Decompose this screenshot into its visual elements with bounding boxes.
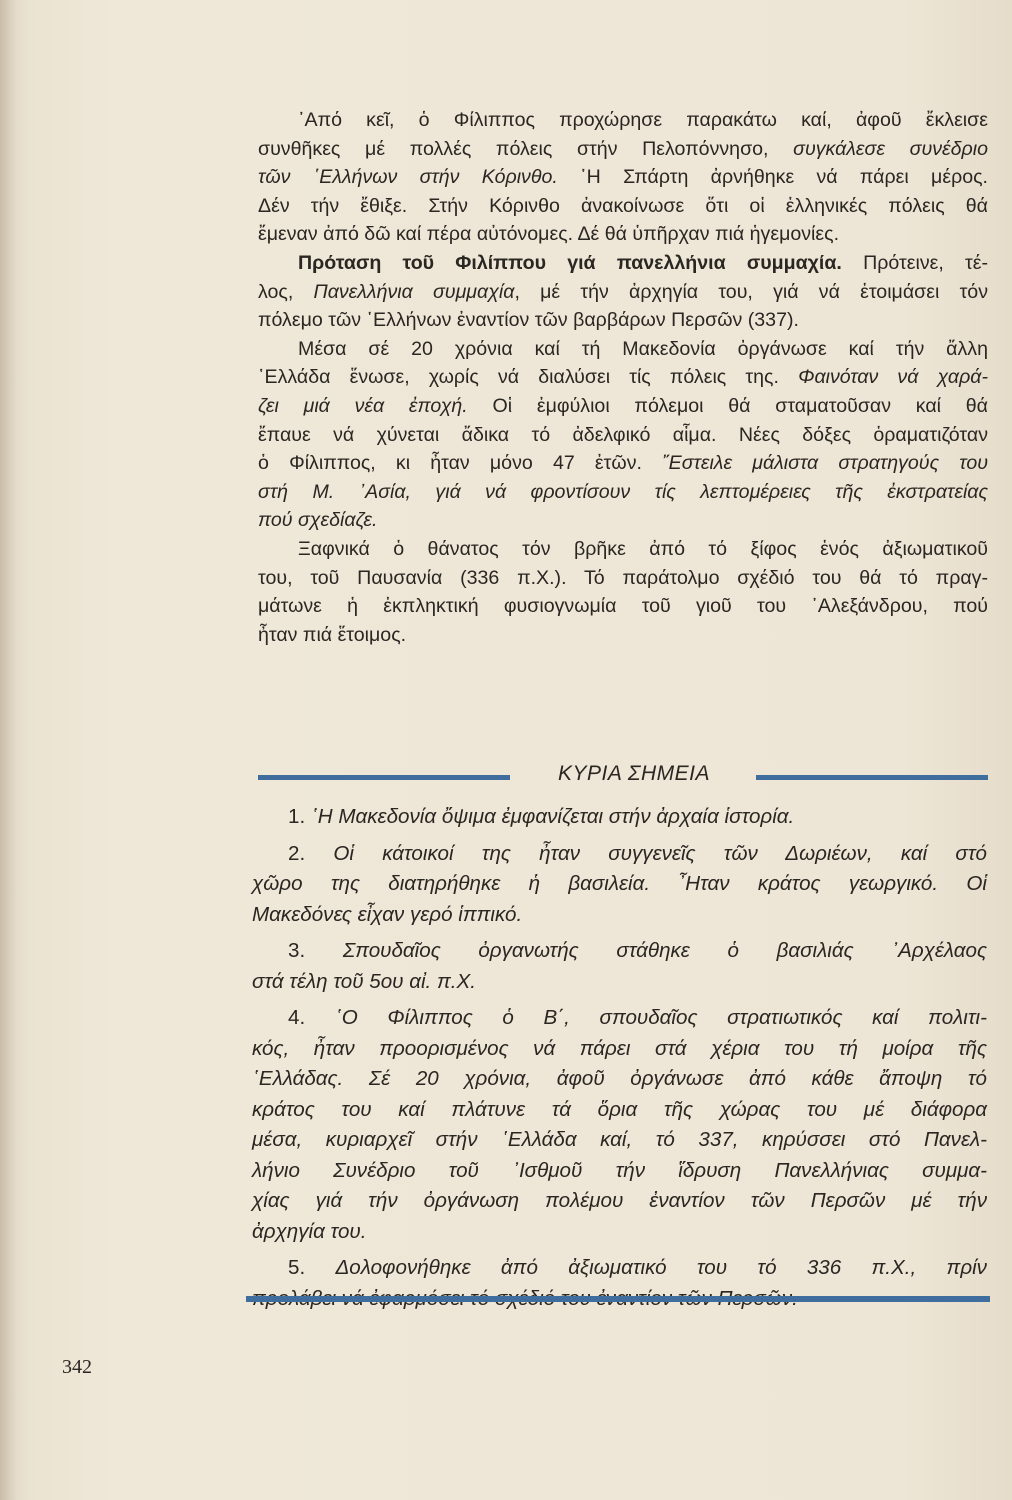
text-run: τῶν ῾Ελλήνων στήν Κόρινθο. [258,166,558,189]
text-line [258,592,988,621]
key-point-line [252,1217,987,1248]
section-rule-left [258,775,510,780]
text-run: συνθῆκες μέ πολλές πόλεις στήν Πελοπόννησο, [258,137,794,160]
text-line [258,621,988,650]
key-point-line [252,936,987,967]
text-run: συγκάλεσε συνέδριο [793,137,988,160]
text-run: Οἱ ἐμφύλιοι πόλεμοι θά σταματοῦσαν καί θά [467,394,989,417]
text-run: μάτωνε ἡ ἐκπληκτική φυσιογνωμία τοῦ γιοῦ του ᾿Αλεξάνδρου, πού [258,595,988,618]
key-point-number: 5. [288,1256,336,1279]
key-point-line [252,900,987,931]
key-point-line [252,1003,987,1034]
key-point-number: 4. [288,1006,335,1029]
key-point-text: ῾Ελλάδας. Σέ 20 χρόνια, ἀφοῦ ὀργάνωσε ἀπό κάθε ἄποψη τό [252,1067,987,1090]
text-line [258,220,988,249]
key-point-line [252,802,987,833]
text-run: στή Μ. ᾿Ασία, γιά νά φροντίσουν τίς λεπτομέρειες τῆς ἐκστρατείας [258,480,988,503]
text-line [258,449,988,478]
key-point-text: στά τέλη τοῦ 5ου αἰ. π.Χ. [252,969,476,993]
text-line [258,249,988,278]
section-header [258,762,988,792]
text-run: Πρόταση τοῦ Φιλίππου γιά πανελλήνια συμμαχία. [298,251,842,274]
text-line [258,564,988,593]
key-point-number: 1. [288,805,311,828]
key-point-text: Δολοφονήθηκε ἀπό ἀξιωματικό του τό 336 π.Χ., πρίν [335,1256,987,1279]
section-rule-right [756,775,988,780]
key-point [252,936,987,997]
key-point-line [252,839,987,870]
text-run: πού σχεδίαζε. [258,509,378,532]
key-point-number: 2. [288,841,334,865]
main-text [258,106,988,649]
key-point-line [252,1253,987,1284]
paragraph [258,249,988,335]
key-point-number: 3. [288,939,343,962]
text-line [258,306,988,335]
text-run: ὁ Φίλιππος, κι ἦταν μόνο 47 ἐτῶν. [258,452,663,475]
key-point-line [252,1034,987,1065]
text-run: ᾿Από κεῖ, ὁ Φίλιππος προχώρησε παρακάτω καί, ἀφοῦ ἔκλεισε [298,109,988,131]
key-point [252,802,987,833]
key-point-text: ῾Η Μακεδονία ὄψιμα ἐμφανίζεται στήν ἀρχαία ἱστορία. [310,805,795,828]
text-line [258,392,988,421]
key-point-text: χῶρο της διατηρήθηκε ἡ βασιλεία. ῏Ηταν κράτος γεωργικό. Οἱ [252,872,987,895]
paragraph [258,535,988,649]
text-run: λος, [258,280,314,303]
text-line [258,163,988,192]
text-run: , μέ τήν ἀρχηγία του, γιά νά ἑτοιμάσει τόν [514,280,989,303]
text-line [258,278,988,307]
page-number: 342 [62,1356,92,1378]
page-spine-shadow [0,0,16,1500]
text-run: του, τοῦ Παυσανία (336 π.Χ.). Τό παράτολμο σχέδιό του θά τό πραγ- [258,566,988,589]
key-point [252,839,987,931]
text-run: ἔπαυε νά χύνεται ἄδικα τό ἀδελφικό αἷμα. Νέες δόξες ὁραματιζόταν [258,423,988,446]
text-run: Μέσα σέ 20 χρόνια καί τή Μακεδονία ὀργάνωσε καί τήν ἄλλη [298,337,988,360]
text-run: Φαινόταν νά χαρά- [798,366,988,389]
key-point-line [252,1095,987,1126]
text-run: Πανελλήνια συμμαχία [313,280,515,303]
text-run: Ξαφνικά ὁ θάνατος τόν βρῆκε ἀπό τό ξίφος ἑνός ἀξιωματικοῦ [298,537,988,560]
key-point [252,1253,987,1314]
text-line [258,192,988,221]
paragraph [258,335,988,535]
key-point-line [252,1064,987,1095]
text-run: ζει μιά νέα ἐποχή. [258,394,468,417]
key-point-text: ἀρχηγία του. [252,1219,367,1243]
text-line [258,506,988,535]
text-run: Πρότεινε, τέ- [841,251,988,274]
key-point-text: μέσα, κυριαρχεῖ στήν ῾Ελλάδα καί, τό 337, κηρύσσει στό Πανελ- [252,1128,987,1151]
key-points-list [252,802,987,1320]
key-point-text: ῾Ο Φίλιππος ὁ Β΄, σπουδαῖος στρατιωτικός καί πολιτι- [334,1006,987,1029]
text-line [258,363,988,392]
key-point-line [252,967,987,998]
key-point-text: κός, ἦταν προορισμένος νά πάρει στά χέρια του τή μοίρα τῆς [252,1036,987,1060]
text-run: Δέν τήν ἔθιξε. Στήν Κόρινθο ἀνακοίνωσε ὅτι οἱ ἑλληνικές πόλεις θά [258,194,988,217]
bottom-rule [246,1296,990,1302]
text-run: ῾Η Σπάρτη ἀρνήθηκε νά πάρει μέρος. [557,166,988,189]
key-point-text: λήνιο Συνέδριο τοῦ ᾿Ισθμοῦ τήν ἵδρυση Πανελλήνιας συμμα- [252,1158,987,1182]
key-point [252,1003,987,1247]
key-point-text: χίας γιά τήν ὀργάνωση πολέμου ἐναντίον τῶν Περσῶν μέ τήν [252,1189,987,1212]
paragraph [258,106,988,249]
text-run: ἔμεναν ἀπό δῶ καί πέρα αὐτόνομες. Δέ θά ὑπῆρχαν πιά ἡγεμονίες. [258,223,840,246]
key-point-line [252,1186,987,1217]
text-line [258,335,988,364]
text-line [258,478,988,507]
key-point-line [252,869,987,900]
text-line [258,135,988,164]
key-point-line [252,1125,987,1156]
text-run: πόλεμο τῶν ῾Ελλήνων ἐναντίον τῶν βαρβάρων Περσῶν (337). [258,309,799,332]
text-run: ῎Εστειλε μάλιστα στρατηγούς του [662,452,988,475]
key-point-text: Μακεδόνες εἶχαν γερό ἱππικό. [252,902,523,926]
section-title: ΚΥΡΙΑ ΣΗΜΕΙΑ [557,762,710,785]
text-line [258,421,988,450]
text-run: ἦταν πιά ἕτοιμος. [258,623,407,646]
key-point-line [252,1156,987,1187]
key-point-text: κράτος του καί πλάτυνε τά ὅρια τῆς χώρας του μέ διάφορα [252,1097,987,1121]
text-line [258,106,988,135]
text-line [258,535,988,564]
key-point-text: Σπουδαῖος ὀργανωτής στάθηκε ὁ βασιλιάς ᾿Αρχέλαος [342,939,987,962]
key-point-text: Οἱ κάτοικοί της ἦταν συγγενεῖς τῶν Δωριέων, καί στό [333,841,987,865]
text-run: ῾Ελλάδα ἕνωσε, χωρίς νά διαλύσει τίς πόλεις της. [258,366,799,389]
